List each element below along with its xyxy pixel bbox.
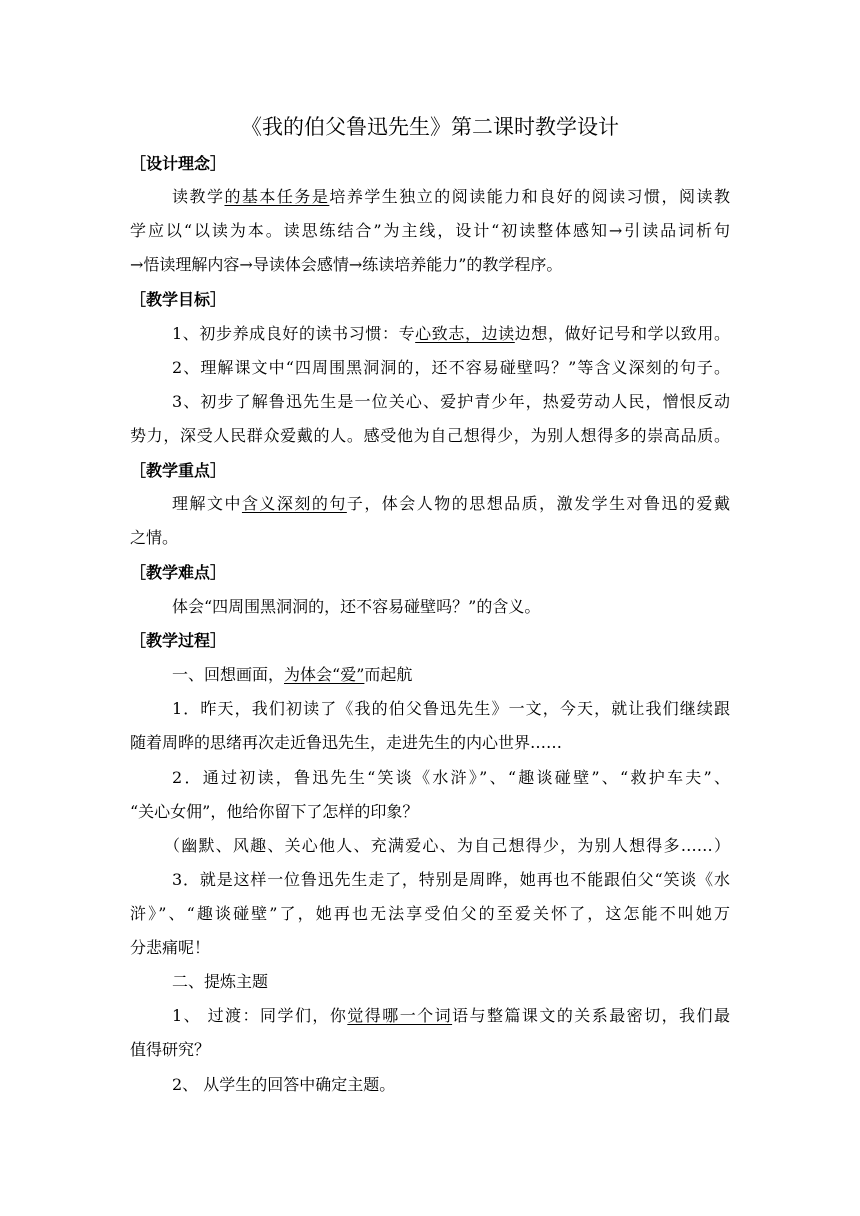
section-heading-difficulties: ［教学难点］: [130, 563, 227, 582]
paragraph-line: 分悲痛呢！: [130, 938, 211, 957]
objective-item: 2、理解课文中“四周围黑洞洞的，还不容易碰壁吗？”等含义深刻的句子。: [172, 358, 730, 377]
underlined-text: 心致志，边读: [415, 324, 515, 343]
objective-item: 3、初步了解鲁迅先生是一位关心、爱护青少年，热爱劳动人民，憎恨反动: [172, 392, 730, 411]
paragraph-line: 2．通过初读，鲁迅先生“笑谈《水浒》”、“趣谈碰壁”、“救护车夫”、: [172, 768, 730, 787]
paragraph-line: 浒》”、“趣谈碰壁”了，她再也无法享受伯父的至爱关怀了，这怎能不叫她万: [130, 904, 730, 923]
section-heading-process: ［教学过程］: [130, 631, 227, 650]
section-heading-key-points: ［教学重点］: [130, 461, 227, 480]
paragraph-line: 理解文中含义深刻的句子，体会人物的思想品质，激发学生对鲁迅的爱戴: [172, 494, 730, 513]
underlined-text: 含义深刻的句: [241, 494, 347, 513]
objective-item: 1、初步养成良好的读书习惯：专心致志，边读边想，做好记号和学以致用。: [172, 324, 730, 343]
paragraph-line: 随着周晔的思绪再次走近鲁迅先生，走进先生的内心世界……: [130, 733, 563, 752]
underlined-text: 的基本任务是: [224, 187, 330, 206]
paragraph-line: 之情。: [130, 528, 179, 547]
process-part-heading: 二、提炼主题: [172, 972, 269, 991]
paragraph-line: 学应以“以读为本。读思练结合”为主线，设计“初读整体感知→引读品词析句: [130, 221, 730, 240]
underlined-text: 觉得哪一个词: [347, 1006, 453, 1025]
document-title: 《我的伯父鲁迅先生》第二课时教学设计: [241, 115, 619, 139]
paragraph-line: 读教学的基本任务是培养学生独立的阅读能力和良好的阅读习惯，阅读教: [172, 187, 730, 206]
paragraph-line: 体会“四周围黑洞洞的，还不容易碰壁吗？”的含义。: [172, 597, 541, 616]
paragraph-line: 3．就是这样一位鲁迅先生走了，特别是周晔，她再也不能跟伯父“笑谈《水: [172, 870, 730, 889]
paragraph-line: →悟读理解内容→导读体会感情→练读培养能力”的教学程序。: [130, 255, 563, 274]
paragraph-line: 1．昨天，我们初读了《我的伯父鲁迅先生》一文，今天，就让我们继续跟: [172, 699, 730, 718]
paragraph-line: 势力，深受人民群众爱戴的人。感受他为自己想得少，为别人想得多的崇高品质。: [130, 426, 730, 445]
paragraph-line: 1、 过渡：同学们，你觉得哪一个词语与整篇课文的关系最密切，我们最: [172, 1006, 730, 1025]
process-part-heading: 一、回想画面，为体会“爱”而起航: [172, 665, 413, 684]
paragraph-line: （幽默、风趣、关心他人、充满爱心、为自己想得少，为别人想得多……）: [164, 836, 730, 855]
underlined-text: 为体会“爱”: [284, 665, 365, 684]
paragraph-line: 值得研究？: [130, 1040, 211, 1059]
section-heading-design-concept: ［设计理念］: [130, 154, 227, 173]
paragraph-line: “关心女佣”，他给你留下了怎样的印象？: [130, 802, 419, 821]
paragraph-line: 2、 从学生的回答中确定主题。: [172, 1075, 396, 1094]
section-heading-objectives: ［教学目标］: [130, 290, 227, 309]
